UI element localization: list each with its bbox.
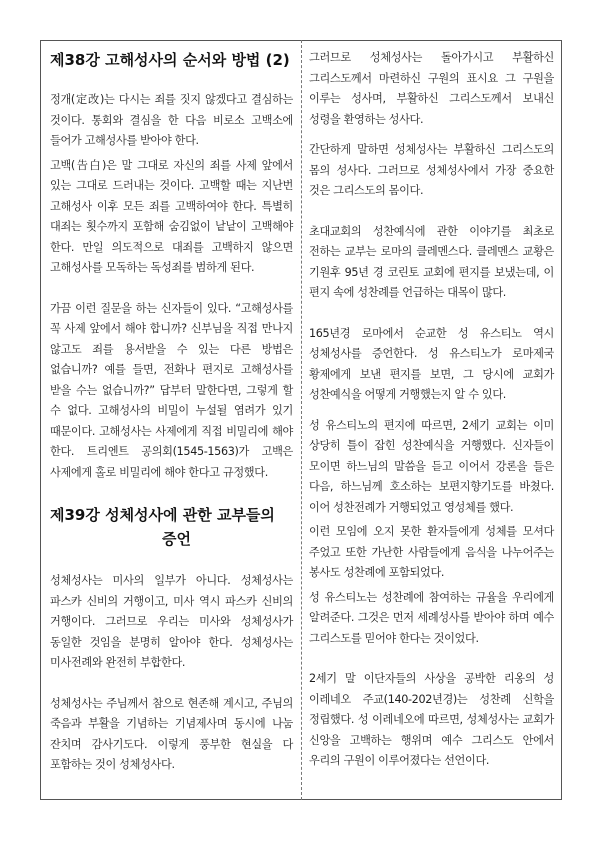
paragraph-clement: 초대교회의 성찬예식에 관한 이야기를 최초로 전하는 교부는 로마의 클레멘스다. 클레멘스 교황은 기원후 95년 경 코린토 교회에 편지를 보냈는데, 이 편지 속에 성찬례를 언급하는 대목이 많다. <box>309 224 554 299</box>
paragraph-body-of-christ: 간단하게 말하면 성체성사는 부활하신 그리스도의 몸의 성사다. 그러므로 성체성사에서 가장 중요한 것은 그리스도의 몸이다. <box>309 143 554 197</box>
paragraph-justin-letter: 성 유스티노의 편지에 따르면, 2세기 교회는 이미 상당히 틀이 잡힌 성찬예식을 거행했다. 신자들이 모이면 하느님의 말씀을 듣고 이어서 강론을 들은 다음, 하느님께 호소하는 보편지향기도를 바쳤다. 이어 성찬전례가 거행되었고 영성체를 했다. <box>309 418 554 514</box>
left-column <box>50 48 293 776</box>
paragraph-question: 가끔 이런 질문을 하는 신자들이 있다. “고해성사를 꼭 사제 앞에서 해야 합니까? 신부님을 직접 만나지 않고도 죄를 용서받을 수 있는 다른 방법은 없습니까? 예를 들면, 전화나 편지로 고해성사를 받을 수는 없습니까?” 답부터 말한다면, 그렇게 할 수 없다. 고해성사의 비밀이 누설될 염려가 있기 때문이다. 고해성사는 사제에게 직접 비밀리에 해야 한다. 트리엔트 공의회(1545-1563)가 고백은 사제에게 홀로 비밀리에 해야 한다고 규정했다. <box>50 301 293 479</box>
column-divider <box>301 40 302 800</box>
paragraph-rules: 성 유스티노는 성찬례에 참여하는 규율을 우리에게 알려준다. 그것은 먼저 세례성사를 받아야 하며 예수 그리스도를 믿어야 한다는 것이었다. <box>309 590 554 645</box>
lesson-39-heading <box>50 503 293 551</box>
paragraph-gobaek: 고백(告白)은 말 그대로 자신의 죄를 사제 앞에서 있는 그대로 드러내는 것이다. 고백할 때는 지난번 고해성사 이후 모든 죄를 고백하여야 한다. 특별히 대죄는 횟수까지 포함해 숨김없이 낱낱이 고백해야 한다. 만일 의도적으로 대죄를 고백하지 않으면 고해성사를 모독하는 독성죄를 범하게 된다. <box>50 158 293 274</box>
paragraph-jeonggae: 정개(定改)는 다시는 죄를 짓지 않겠다고 결심하는 것이다. 통회와 결심을 한 다음 비로소 고백소에 들어가 고해성사를 받아야 한다. <box>50 93 293 147</box>
paragraph-justin: 165년경 로마에서 순교한 성 유스티노 역시 성체성사를 증언한다. 성 유스티노가 로마제국 황제에게 보낸 편지를 보면, 그 당시에 교회가 성찬예식을 어떻게 거행했는지 알 수 있다. <box>309 326 554 401</box>
paragraph-irenaeus: 2세기 말 이단자들의 사상을 공박한 리옹의 성 이레네오 주교(140-202년경)는 성찬례 신학을 정립했다. 성 이레네오에 따르면, 성체성사는 교회가 신앙을 고백하는 행위며 예수 그리스도 안에서 우리의 구원이 이루어졌다는 선언이다. <box>309 672 554 767</box>
paragraph-sick: 이런 모임에 오지 못한 환자들에게 성체를 모셔다 주었고 또한 가난한 사람들에게 음식을 나누어주는 봉사도 성찬례에 포함되었다. <box>309 525 554 579</box>
lesson-38-heading: 제38강 고해성사의 순서와 방법 (2) <box>50 51 290 69</box>
paragraph-mass: 성체성사는 미사의 일부가 아니다. 성체성사는 파스카 신비의 거행이고, 미사 역시 파스카 신비의 거행이다. 그러므로 우리는 미사와 성체성사가 동일한 것임을 분명히 알아야 한다. 성체성사는 미사전례와 완전히 부합한다. <box>50 574 293 669</box>
paragraph-salvation: 그러므로 성체성사는 돌아가시고 부활하신 그리스도께서 마련하신 구원의 표시요 그 구원을 이루는 성사며, 부활하신 그리스도께서 보내신 성령을 환영하는 성사다. <box>309 51 554 126</box>
paragraph-memorial: 성체성사는 주님께서 참으로 현존해 계시고, 주님의 죽음과 부활을 기념하는 기념제사며 동시에 나눔 잔치며 감사기도다. 이렇게 풍부한 현실을 다 포함하는 것이 성체성사다. <box>50 696 293 771</box>
right-column <box>309 48 554 772</box>
lesson-39-heading-line2: 증언 <box>162 530 191 548</box>
lesson-39-heading-line1: 제39강 성체성사에 관한 교부들의 <box>50 506 275 524</box>
